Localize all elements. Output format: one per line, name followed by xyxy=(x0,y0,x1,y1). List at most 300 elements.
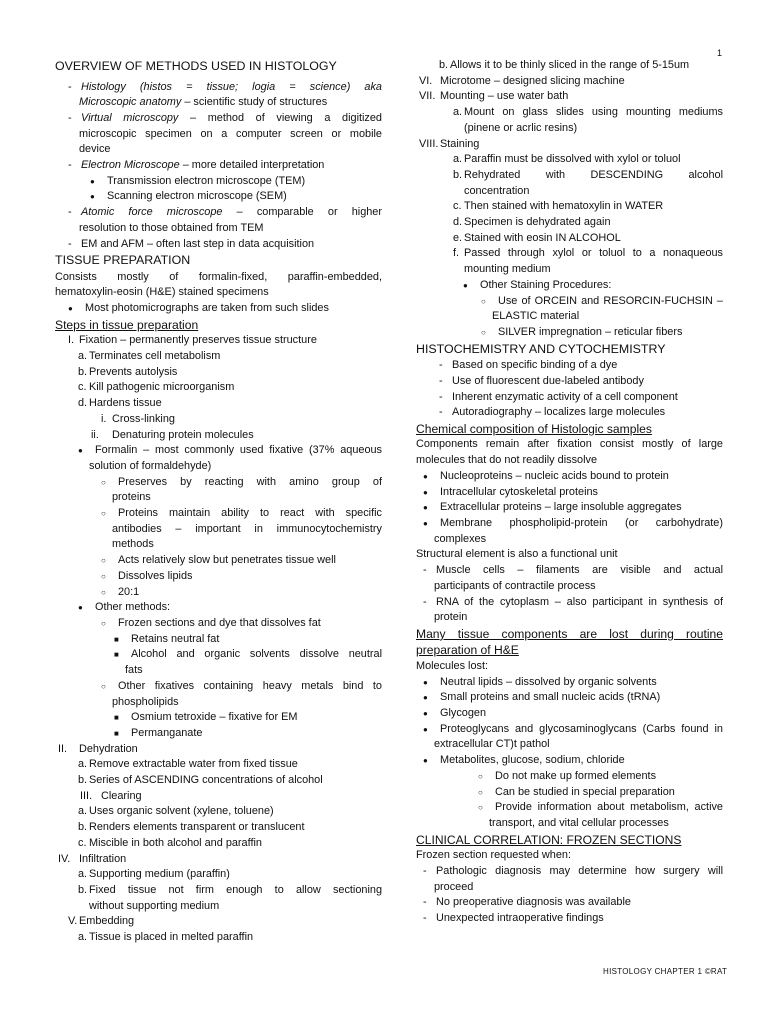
line-text xyxy=(81,205,382,221)
text-line xyxy=(44,189,382,205)
line-text: Scanning electron microscope (SEM) xyxy=(107,190,287,203)
list-marker: ○ xyxy=(101,477,106,487)
text-line xyxy=(405,485,723,501)
line-text xyxy=(81,80,382,96)
line-text: Retains neutral fat xyxy=(131,632,220,645)
text-line xyxy=(44,679,382,695)
list-marker: ● xyxy=(68,304,73,314)
line-text: Alcohol and organic solvents dissolve neutral xyxy=(131,648,382,661)
text-line xyxy=(405,579,723,595)
text-line xyxy=(405,753,723,769)
text-line xyxy=(44,695,382,711)
list-marker: b. xyxy=(78,821,88,834)
list-marker: - xyxy=(423,911,427,924)
text-line xyxy=(405,722,723,738)
line-text: Denaturing protein molecules xyxy=(112,428,254,441)
line-text: Fixed tissue not firm enough to allow sectioning xyxy=(89,883,382,896)
list-marker: ○ xyxy=(481,296,486,306)
text-line xyxy=(44,585,382,601)
line-text: Paraffin must be dissolved with xylol or toluol xyxy=(464,153,681,166)
line-text: Unexpected intraoperative findings xyxy=(436,911,604,924)
text-line xyxy=(44,475,382,491)
line-text: phospholipids xyxy=(112,695,179,708)
line-text: Stained with eosin IN ALCOHOL xyxy=(464,231,621,244)
list-marker: b. xyxy=(78,365,88,378)
text-line xyxy=(44,553,382,569)
underlined-heading xyxy=(405,832,723,849)
list-marker: - xyxy=(68,111,72,124)
text-line xyxy=(44,616,382,632)
line-text: Proteoglycans and glycosaminoglycans (Carbs found in xyxy=(440,722,723,735)
text-line xyxy=(44,852,382,868)
line-text: methods xyxy=(112,538,154,551)
list-marker: ■ xyxy=(114,650,119,660)
list-marker: - xyxy=(439,406,443,419)
list-marker: ○ xyxy=(101,681,106,691)
list-marker: VI. xyxy=(419,74,433,87)
line-text: Use of ORCEIN and RESORCIN-FUCHSIN – xyxy=(498,294,723,307)
list-marker: - xyxy=(423,595,427,608)
list-marker: b. xyxy=(439,59,449,71)
list-marker: f. xyxy=(453,247,460,260)
list-marker: ○ xyxy=(101,556,106,566)
line-text: Small proteins and small nucleic acids (tRNA) xyxy=(440,691,661,704)
line-text: Supporting medium (paraffin) xyxy=(89,868,230,881)
list-marker: ● xyxy=(423,693,428,703)
italic-term: Histology (histos = tissue; logia = science) aka xyxy=(81,80,382,93)
text-line xyxy=(405,848,723,864)
text-line xyxy=(44,663,382,679)
text-line xyxy=(405,469,723,485)
text-line xyxy=(44,899,382,915)
text-line xyxy=(44,142,382,158)
text-line xyxy=(405,453,723,469)
list-marker: ○ xyxy=(101,509,106,519)
list-marker: ● xyxy=(423,709,428,719)
line-text: Series of ASCENDING concentrations of alcohol xyxy=(89,774,323,787)
text-line xyxy=(44,867,382,883)
line-text: concentration xyxy=(464,184,530,197)
text-line xyxy=(44,127,382,143)
line-text: Muscle cells – filaments are visible and actual xyxy=(436,564,723,577)
text-line xyxy=(44,285,382,301)
list-marker: ● xyxy=(78,446,83,456)
line-text: 20:1 xyxy=(118,585,140,598)
list-marker: ii. xyxy=(91,428,99,441)
line-text: resolution to those obtained from TEM xyxy=(79,221,264,234)
text-line xyxy=(405,199,723,215)
text-line xyxy=(44,914,382,930)
line-text-plain: – scientific study of structures xyxy=(181,96,328,109)
line-text: Proteins maintain ability to react with specific xyxy=(118,507,382,520)
text-line xyxy=(405,215,723,231)
text-line xyxy=(44,789,382,805)
line-text: Clearing xyxy=(101,789,142,802)
line-text: extracellular CT)t pathol xyxy=(434,738,550,751)
text-line xyxy=(405,246,723,262)
list-marker: b. xyxy=(78,883,88,896)
line-text: Other fixatives containing heavy metals bind to xyxy=(118,679,382,692)
text-line xyxy=(44,506,382,522)
list-marker: ■ xyxy=(114,728,119,738)
section-heading xyxy=(44,58,382,76)
line-text: molecules that do not readily dissolve xyxy=(416,454,598,467)
text-line xyxy=(405,706,723,722)
line-text: Uses organic solvent (xylene, toluene) xyxy=(89,805,274,818)
list-marker: d. xyxy=(453,216,463,229)
list-marker: b. xyxy=(453,168,463,181)
text-line xyxy=(405,500,723,516)
text-line xyxy=(44,443,382,459)
list-marker: ● xyxy=(78,603,83,613)
line-text: Can be studied in special preparation xyxy=(495,785,675,798)
left-column xyxy=(44,58,382,946)
line-text xyxy=(81,158,382,174)
text-line xyxy=(405,262,723,278)
line-text: fats xyxy=(125,664,143,677)
list-marker: ● xyxy=(423,724,428,734)
line-text: Frozen sections and dye that dissolves fat xyxy=(118,617,321,629)
line-text: complexes xyxy=(434,532,487,545)
line-text: solution of formaldehyde) xyxy=(89,459,212,472)
line-text: microscopic specimen on a computer screen or mobile xyxy=(79,127,382,140)
line-text: Frozen section requested when: xyxy=(416,849,571,862)
line-text: Based on specific binding of a dye xyxy=(452,359,618,372)
line-text: Mount on glass slides using mounting mediums xyxy=(464,106,723,119)
text-line xyxy=(405,880,723,896)
text-line xyxy=(405,294,723,310)
text-line xyxy=(44,726,382,742)
text-line xyxy=(44,301,382,317)
text-line xyxy=(44,820,382,836)
italic-term: Microscopic anatomy xyxy=(79,96,182,109)
text-line xyxy=(405,516,723,532)
text-line xyxy=(44,158,382,174)
line-text: Microtome – designed slicing machine xyxy=(440,74,625,87)
line-text: device xyxy=(79,143,111,156)
text-line xyxy=(405,74,723,90)
text-line xyxy=(44,930,382,946)
line-text: Do not make up formed elements xyxy=(495,769,657,782)
text-line xyxy=(44,836,382,852)
line-text: Cross-linking xyxy=(112,412,175,425)
text-line xyxy=(44,490,382,506)
text-line xyxy=(405,675,723,691)
line-text: Use of fluorescent due-labeled antibody xyxy=(452,374,644,387)
list-marker: ■ xyxy=(114,713,119,723)
line-text: RNA of the cytoplasm – also participant in synthesis of xyxy=(436,595,723,608)
line-text: Terminates cell metabolism xyxy=(89,350,221,363)
line-text: Formalin – most commonly used fixative (37% aqueous xyxy=(95,444,382,457)
text-line xyxy=(405,547,723,563)
text-line xyxy=(44,205,382,221)
text-line xyxy=(405,137,723,153)
line-text: participants of contractile process xyxy=(434,579,596,592)
text-line xyxy=(44,365,382,381)
text-line xyxy=(44,710,382,726)
line-text: Prevents autolysis xyxy=(89,365,178,378)
line-text: Tissue is placed in melted paraffin xyxy=(89,931,254,944)
text-line xyxy=(405,168,723,184)
text-line xyxy=(405,769,723,785)
list-marker: ○ xyxy=(478,803,483,813)
list-marker: b. xyxy=(78,774,88,787)
line-text: Miscible in both alcohol and paraffin xyxy=(89,836,262,849)
list-marker: ● xyxy=(463,280,468,290)
list-marker: a. xyxy=(78,931,88,944)
page-footer: HISTOLOGY CHAPTER 1 ©RAT xyxy=(603,967,728,976)
list-marker: ● xyxy=(423,503,428,513)
italic-term: Virtual microscopy xyxy=(81,111,179,124)
text-line xyxy=(405,437,723,453)
line-text: Dissolves lipids xyxy=(118,569,193,582)
line-text xyxy=(79,95,382,111)
line-text: No preoperative diagnosis was available xyxy=(436,896,631,909)
underlined-heading xyxy=(44,317,382,334)
text-line xyxy=(44,757,382,773)
line-text: Nucleoproteins – nucleic acids bound to protein xyxy=(440,469,669,482)
text-line xyxy=(405,785,723,801)
text-line xyxy=(44,647,382,663)
line-text: Osmium tetroxide – fixative for EM xyxy=(131,711,298,724)
list-marker: c. xyxy=(453,200,462,213)
list-marker: ● xyxy=(90,192,95,202)
list-marker: VIII. xyxy=(419,137,439,150)
text-line xyxy=(405,121,723,137)
line-text: Rehydrated with DESCENDING alcohol xyxy=(464,168,723,181)
text-line xyxy=(405,278,723,294)
text-line xyxy=(44,537,382,553)
line-text: proceed xyxy=(434,880,474,893)
list-marker: e. xyxy=(453,231,463,244)
line-text: OVERVIEW OF METHODS USED IN HISTOLOGY xyxy=(55,59,337,73)
text-line xyxy=(405,374,723,390)
text-line xyxy=(405,737,723,753)
text-line xyxy=(405,58,723,74)
text-line xyxy=(44,111,382,127)
list-marker: ● xyxy=(423,756,428,766)
line-text: Remove extractable water from fixed tissue xyxy=(89,758,298,771)
line-text: (pinene or acrlic resins) xyxy=(464,121,578,134)
list-marker: - xyxy=(439,374,443,387)
text-line xyxy=(405,358,723,374)
list-marker: - xyxy=(68,206,72,219)
text-line xyxy=(405,532,723,548)
line-text: Passed through xylol or toluol to a nonaqueous xyxy=(464,247,723,260)
text-line xyxy=(405,309,723,325)
list-marker: a. xyxy=(453,153,463,166)
list-marker: II. xyxy=(58,742,68,755)
list-marker: ■ xyxy=(114,634,119,644)
text-line xyxy=(405,816,723,832)
list-marker: III. xyxy=(80,789,93,802)
line-text: hematoxylin-eosin (H&E) stained specimens xyxy=(55,286,269,299)
line-text: Then stained with hematoxylin in WATER xyxy=(464,200,664,213)
line-text: Permanganate xyxy=(131,726,203,739)
list-marker: - xyxy=(423,864,427,877)
list-marker: IV. xyxy=(58,852,71,865)
text-line xyxy=(44,742,382,758)
line-text: HISTOCHEMISTRY AND CYTOCHEMISTRY xyxy=(416,341,666,356)
line-text: preparation of H&E xyxy=(416,643,519,658)
text-line xyxy=(405,89,723,105)
line-text: Preserves by reacting with amino group of xyxy=(118,475,382,488)
list-marker: a. xyxy=(78,758,88,771)
text-line xyxy=(405,864,723,880)
list-marker: - xyxy=(68,159,72,172)
text-line xyxy=(44,522,382,538)
line-text: SILVER impregnation – reticular fibers xyxy=(498,325,683,338)
line-text: proteins xyxy=(112,491,151,504)
text-line xyxy=(44,95,382,111)
text-line xyxy=(44,883,382,899)
text-line xyxy=(405,610,723,626)
line-text: Consists mostly of formalin-fixed, paraffin-embedded, xyxy=(55,270,382,283)
line-text: Chemical composition of Histologic samples xyxy=(416,421,652,436)
list-marker: a. xyxy=(78,805,88,818)
text-line xyxy=(44,349,382,365)
text-line xyxy=(405,184,723,200)
list-marker: V. xyxy=(68,915,78,928)
line-text: Steps in tissue preparation xyxy=(55,317,199,332)
list-marker: ● xyxy=(423,471,428,481)
text-line xyxy=(44,569,382,585)
list-marker: - xyxy=(439,390,443,403)
text-line xyxy=(44,632,382,648)
line-text: Hardens tissue xyxy=(89,397,162,410)
list-marker: a. xyxy=(78,868,88,881)
text-line xyxy=(44,600,382,616)
text-line xyxy=(44,270,382,286)
list-marker: ● xyxy=(423,518,428,528)
line-text: Membrane phospholipid-protein (or carbohydrate) xyxy=(440,516,723,529)
line-text: Autoradiography – localizes large molecules xyxy=(452,406,666,419)
line-text: TISSUE PREPARATION xyxy=(55,253,191,268)
line-text: Fixation – permanently preserves tissue structure xyxy=(79,334,317,347)
line-text: Intracellular cytoskeletal proteins xyxy=(440,485,598,498)
line-text: mounting medium xyxy=(464,263,551,276)
line-text: Extracellular proteins – large insoluble aggregates xyxy=(440,501,682,514)
line-text: Many tissue components are lost during routine xyxy=(416,626,723,641)
list-marker: ● xyxy=(90,176,95,186)
text-line xyxy=(44,804,382,820)
line-text: Specimen is dehydrated again xyxy=(464,216,611,229)
line-text: Components remain after fixation consist mostly of large xyxy=(416,438,723,451)
text-line xyxy=(44,412,382,428)
list-marker: ● xyxy=(423,487,428,497)
text-line xyxy=(44,80,382,96)
line-text-plain: – method of viewing a digitized xyxy=(178,111,382,124)
list-marker: c. xyxy=(78,381,87,394)
line-text: Transmission electron microscope (TEM) xyxy=(107,174,306,187)
list-marker: - xyxy=(423,896,427,909)
text-line xyxy=(44,333,382,349)
text-line xyxy=(405,405,723,421)
line-text: Allows it to be thinly sliced in the range of 5-15um xyxy=(450,59,690,71)
underlined-heading xyxy=(405,626,723,643)
list-marker: a. xyxy=(78,350,88,363)
line-text: Mounting – use water bath xyxy=(440,90,569,103)
line-text: Glycogen xyxy=(440,707,487,720)
line-text: Acts relatively slow but penetrates tissue well xyxy=(118,554,336,567)
list-marker: ● xyxy=(423,677,428,687)
line-text: Provide information about metabolism, active xyxy=(495,801,723,814)
line-text: CLINICAL CORRELATION: FROZEN SECTIONS xyxy=(416,832,682,847)
line-text: protein xyxy=(434,611,468,624)
line-text: Metabolites, glucose, sodium, chloride xyxy=(440,754,625,767)
text-line xyxy=(405,895,723,911)
line-text: antibodies – important in immunocytochemistry xyxy=(112,522,382,535)
line-text: EM and AFM – often last step in data acquisition xyxy=(81,237,315,250)
text-line xyxy=(44,459,382,475)
text-line xyxy=(405,690,723,706)
list-marker: - xyxy=(423,564,427,577)
line-text: Inherent enzymatic activity of a cell component xyxy=(452,390,678,403)
underlined-heading xyxy=(405,421,723,438)
right-column xyxy=(405,58,723,927)
text-line xyxy=(405,911,723,927)
line-text-plain: – more detailed interpretation xyxy=(179,159,325,172)
line-text: Neutral lipids – dissolved by organic solvents xyxy=(440,675,657,688)
list-marker: ○ xyxy=(101,571,106,581)
line-text: Infiltration xyxy=(79,852,127,865)
list-marker: - xyxy=(68,237,72,250)
text-line xyxy=(44,221,382,237)
underlined-heading xyxy=(405,642,723,659)
list-marker: I. xyxy=(68,334,75,347)
list-marker: - xyxy=(68,80,72,93)
list-marker: ○ xyxy=(478,787,483,797)
line-text: Staining xyxy=(440,137,480,150)
text-line xyxy=(405,390,723,406)
list-marker: ○ xyxy=(481,327,486,337)
list-marker: d. xyxy=(78,397,88,410)
line-text: Most photomicrographs are taken from such slides xyxy=(85,302,329,315)
text-line xyxy=(44,428,382,444)
text-line xyxy=(405,800,723,816)
list-marker: ○ xyxy=(101,587,106,597)
page-number: 1 xyxy=(717,48,723,58)
text-line xyxy=(405,563,723,579)
text-line xyxy=(44,773,382,789)
line-text: Molecules lost: xyxy=(416,659,489,672)
line-text: ELASTIC material xyxy=(492,310,580,323)
text-line xyxy=(405,152,723,168)
list-marker: c. xyxy=(78,836,87,849)
line-text: Pathologic diagnosis may determine how surgery will xyxy=(436,864,723,877)
text-line xyxy=(44,174,382,190)
section-heading xyxy=(44,252,382,270)
list-marker: - xyxy=(439,359,443,372)
line-text-plain: – comparable or higher xyxy=(222,206,382,219)
text-line xyxy=(405,105,723,121)
text-line xyxy=(44,380,382,396)
line-text: Other methods: xyxy=(95,601,171,614)
section-heading xyxy=(405,341,723,359)
italic-term: Electron Microscope xyxy=(81,159,180,172)
line-text: Structural element is also a functional unit xyxy=(416,548,618,561)
list-marker: i. xyxy=(101,412,107,425)
list-marker: a. xyxy=(453,106,463,119)
line-text: transport, and vital cellular processes xyxy=(489,816,669,829)
text-line xyxy=(405,325,723,341)
line-text: Embedding xyxy=(79,915,135,928)
line-text xyxy=(81,111,382,127)
list-marker: VII. xyxy=(419,90,436,103)
line-text: without supporting medium xyxy=(89,899,220,912)
text-line xyxy=(405,595,723,611)
line-text: Renders elements transparent or translucent xyxy=(89,821,305,834)
